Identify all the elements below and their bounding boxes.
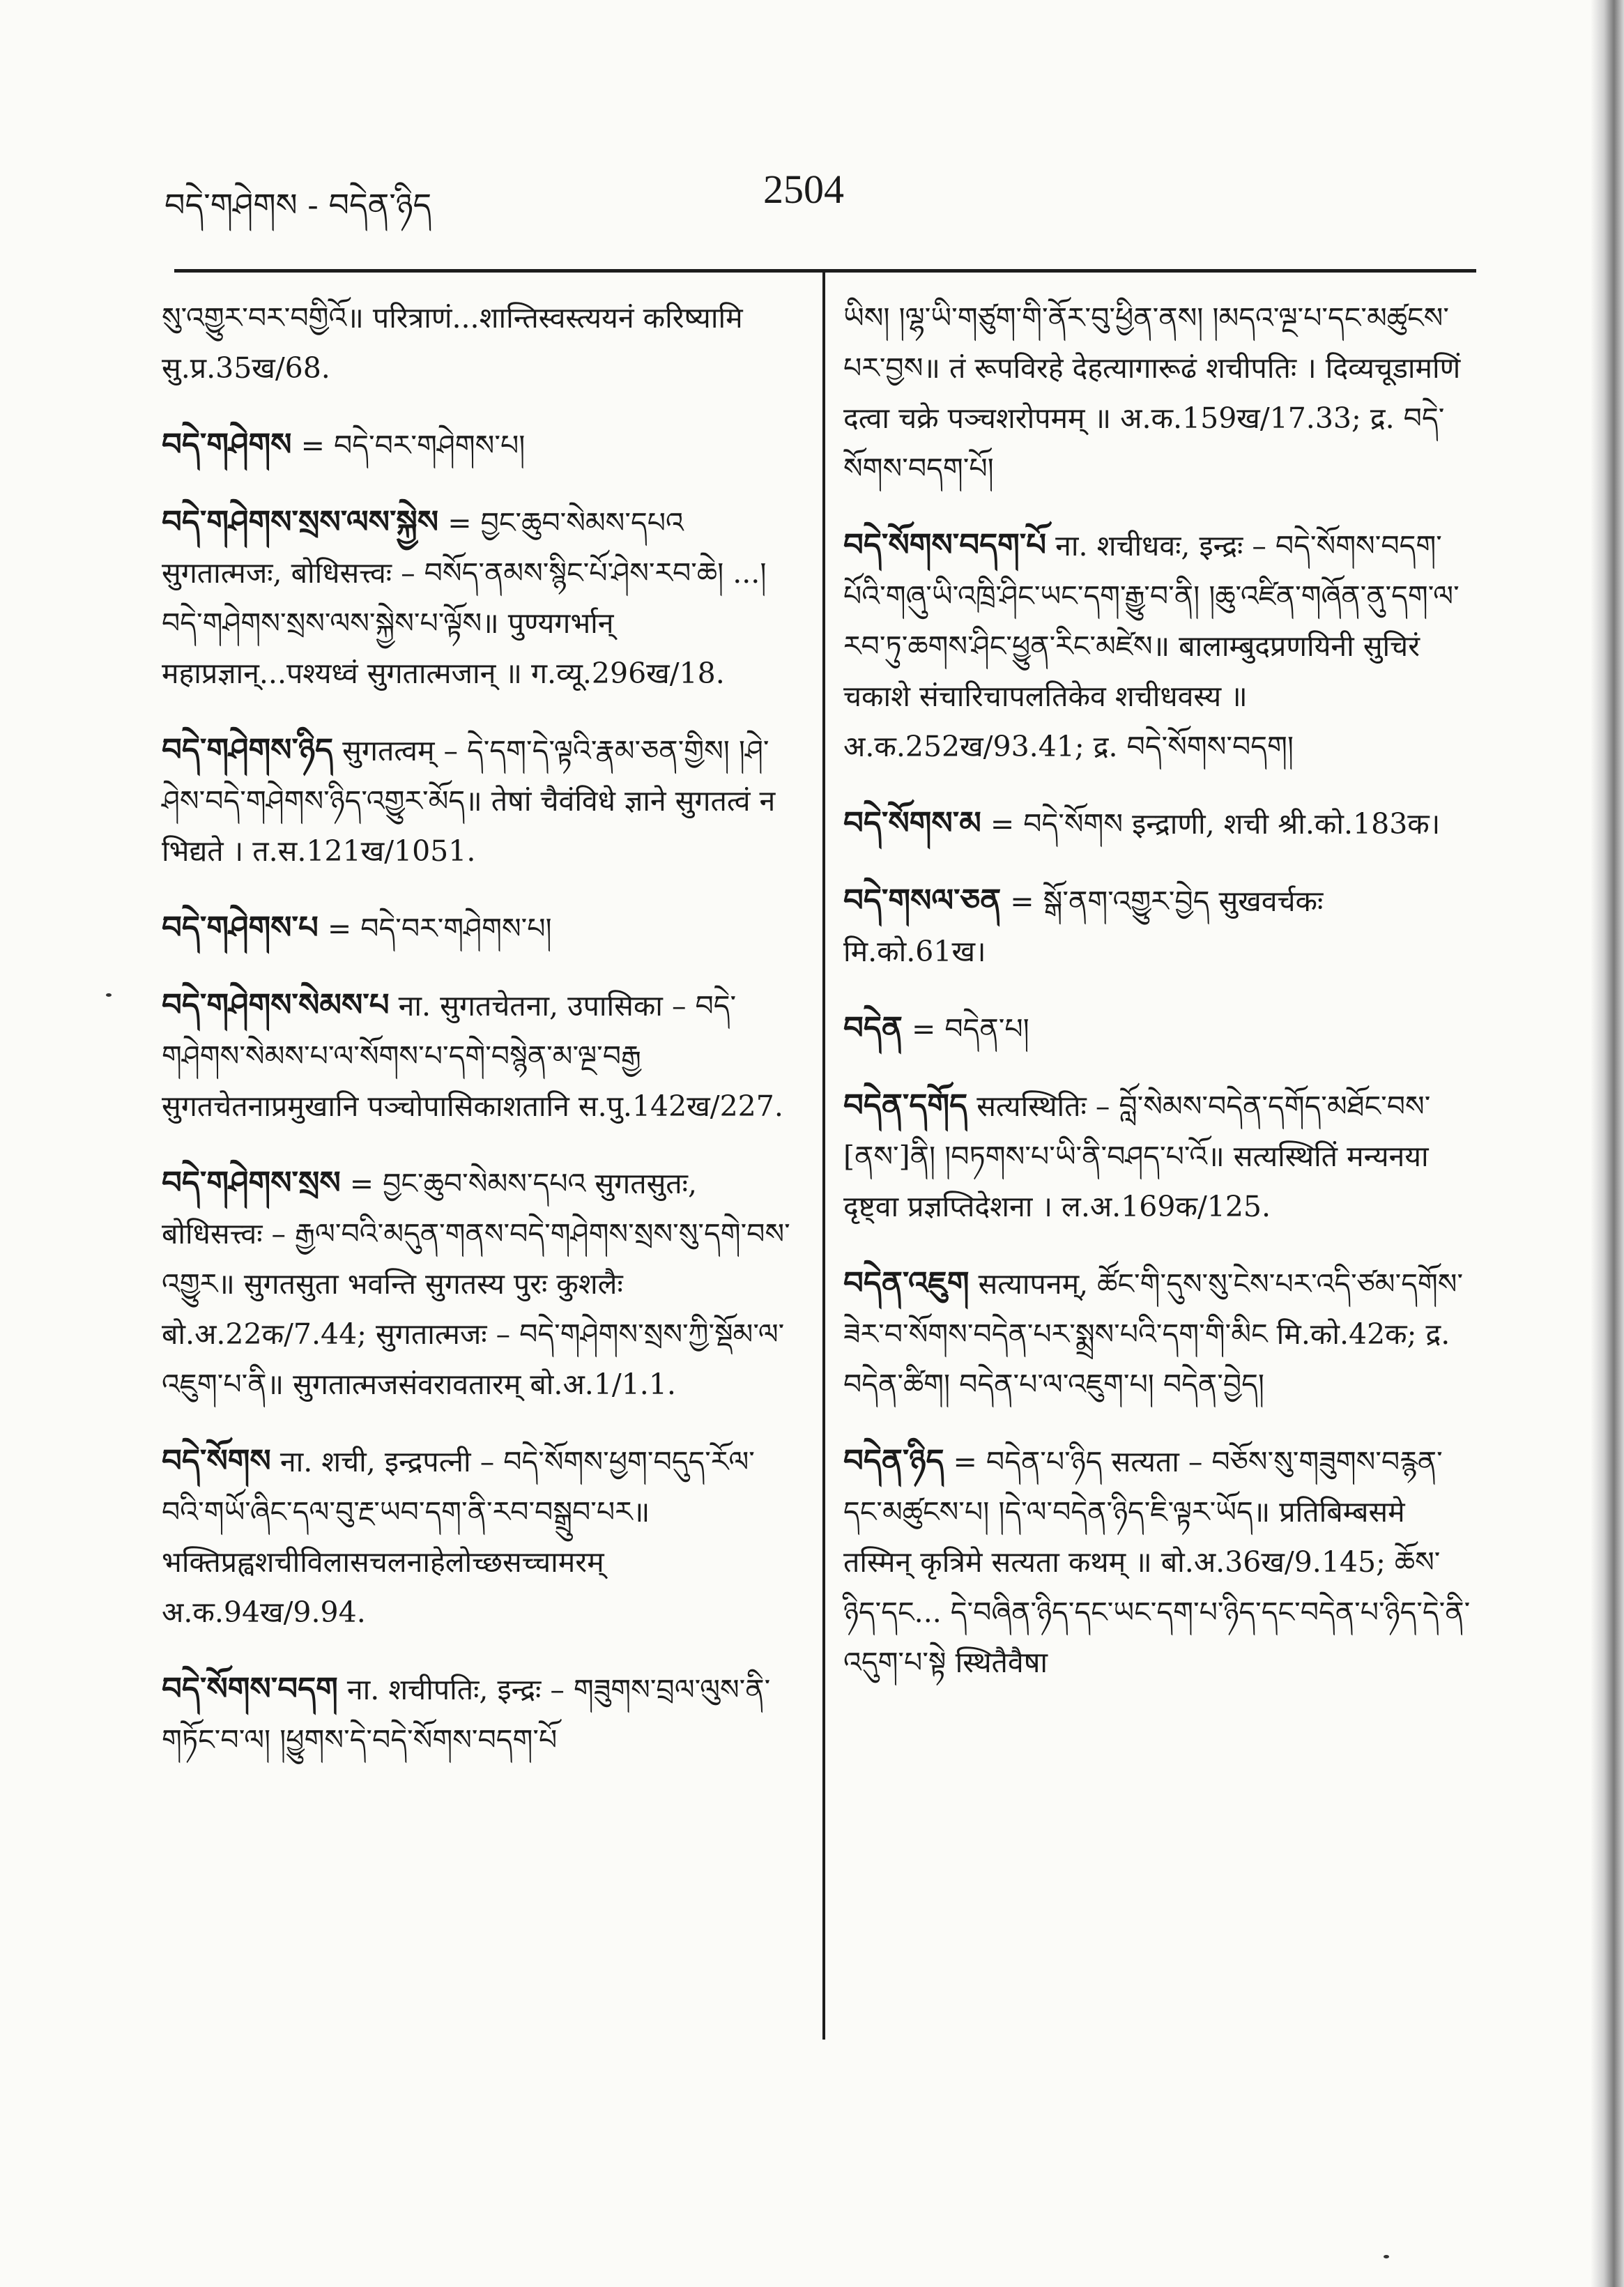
entry-headword: བདེ་གཤེགས་ཉིད [162,731,334,768]
header-rule [174,269,1476,273]
dictionary-entry [843,798,1471,849]
dictionary-entry [843,520,1471,772]
entry-text: = བདེ་སོགས इन्द्राणी, शची श्री.को.183क। [981,807,1441,841]
column-divider [822,269,825,2040]
page-number: 2504 [763,167,844,212]
entry-headword: བདེ་གཤེགས་སེམས་པ [162,986,390,1023]
entry-text: ना. सुगतचेतना, उपासिका – བདེ་གཤེགས་སེམས་པ་ལ་སོགས་པ་དགེ་བསྙེན་མ་ལྔ་བརྒྱ सुगतचेतनाप्रमुखानि पञ्चोपासिकाशतानि स.पु.142ख/227. [162,989,783,1123]
dictionary-entry [843,875,1471,977]
entry-headword: བདེ་སོགས [162,1442,271,1479]
dictionary-entry [162,1436,792,1637]
entry-text: ना. शचीधवः, इन्द्रः – བདེ་སོགས་བདག་པོའི་གཞུ་ཡི་འཁྲི་ཤིང་ཡང་དག་རྒྱུ་བ་ནི། །ཆུ་འཛིན་གཞོན་ནུ་དག་ལ་རབ་ཏུ་ཆགས་ཤིང་ཕྱུན་རིང་མཛེས॥ बालाम्बुदप्रणयिनी सुचिरं चकाशे संचारिचापलतिकेव शचीधवस्य ॥ अ.क.252ख/93.41; द्र. བདེ་སོགས་བདག། [843,529,1460,763]
entry-headword: བདེ་གཤེགས་པ [162,909,319,946]
entry-text: ना. शचीपतिः, इन्द्रः – གཟུགས་བྲལ་ལུས་ནི་གཏོང་བ་ལ། །ཕྱུགས་དེ་བདེ་སོགས་བདག་པོ [162,1673,771,1757]
entry-headword: བདེན་འཇུག [843,1264,970,1301]
entry-text: སུ་འགྱུར་བར་བགྱིའོ॥ परित्राणं...शान्तिस्वस्त्ययनं करिष्यामि सु.प्र.35ख/68. [162,301,743,385]
entry-headword: བདེ་གཤེགས་སྲས་ལས་སྐྱེས [162,503,439,540]
entry-headword: བདེན་ཉིད [843,1442,944,1479]
dictionary-entry [843,293,1471,494]
entry-headword: བདེན་དགོད [843,1087,968,1124]
entry-headword: བདེ་གཤེགས [162,426,292,463]
dictionary-entry [843,1436,1471,1688]
running-head: བདེ་གཤེགས - བདེན་ཉིད [164,186,432,224]
entry-text: = བྱང་ཆུབ་སེམས་དཔའ सुगतसुतः, बोधिसत्त्वः – རྒྱལ་བའི་མདུན་གནས་བདེ་གཤེགས་སྲས་སུ་དགེ་བས་འགྱུར॥ सुगतसुता भवन्ति सुगतस्य पुरः कुशलैः बो.अ.22क/7.44; सुगतात्मजः – བདེ་གཤེགས་སྲས་ཀྱི་སྡོམ་ལ་འཇུག་པ་ནི॥ सुगतात्मजसंवरावतारम् बो.अ.1/1.1. [162,1167,790,1401]
entry-text: = བདེ་བར་གཤེགས་པ། [318,912,552,945]
left-column [162,293,792,1791]
dictionary-entry [162,1158,792,1409]
dictionary-entry [162,293,792,393]
entry-text: सत्यस्थितिः – བློ་སེམས་བདེན་དགོད་མཐོང་བས་[ནས་]ནི། །བཏགས་པ་ཡི་ནི་བཤད་པ་འོ॥ सत्यस्थितिं मन्यनया दृष्ट्वा प्रज्ञप्तिदेशना । ल.अ.169क/125. [843,1089,1431,1223]
entry-headword: བདེ་སོགས་མ [843,804,981,841]
dictionary-entry [162,903,792,954]
entry-text: ना. शची, इन्द्रपत्नी – བདེ་སོགས་ཕྱག་བདུད་རོལ་བའི་གཡོ་ཞིང་དལ་བུ་རྔ་ཡབ་དག་ནི་རབ་བསྒྲུབ་པར॥ भक्तिप्रह्वशचीविलासचलनाहेलोच्छसच्चामरम् अ.क.94ख/9.94. [162,1445,755,1629]
entry-text: = བདེ་བར་གཤེགས་པ། [291,429,526,462]
dictionary-entry [843,1258,1471,1409]
entry-headword: བདེ་སོགས་བདག [162,1670,338,1707]
dictionary-entry [843,1080,1471,1232]
dictionary-entry [162,725,792,876]
entry-text: = སྒོ་ནག་འགྱུར་བྱེད सुखवर्चकः मि.को.61ख। [843,885,1324,968]
dictionary-entry [843,1003,1471,1054]
entry-headword: བདེ་གསལ་ཅན [843,882,1002,919]
entry-headword: བདེ་གཤེགས་སྲས [162,1164,341,1201]
entry-headword: བདེ་སོགས་བདག་པོ [843,526,1047,563]
entry-text: = བདེན་པ། [902,1012,1029,1046]
scan-speck [1384,2255,1389,2258]
dictionary-entry [162,980,792,1131]
entry-text: = བྱང་ཆུབ་སེམས་དཔའ सुगतात्मजः, बोधिसत्त्वः – བསོད་ནམས་སྙིང་པོ་ཤེས་རབ་ཆེ། ...།བདེ་གཤེགས་སྲས་ལས་སྐྱེས་པ་ལྟོས॥ पुण्यगर्भान् महाप्रज्ञान्...पश्यध्वं सुगतात्मजान् ॥ ग.व्यू.296ख/18. [162,506,767,690]
entry-text: सुगतत्वम् – དེ་དག་དེ་ལྟའི་རྣམ་ཅན་གྱིས། །ཤེ་ཤེས་བདེ་གཤེགས་ཉིད་འགྱུར་མོད॥ तेषां चैवंविधे ज्ञाने सुगतत्वं न भिद्यते । त.स.121ख/1051. [162,734,776,868]
entry-text: ཡིས། །ལྷ་ཡི་གཙུག་གི་ནོར་བུ་ཕྱིན་ནས། །མདའ་ལྔ་པ་དང་མཚུངས་པར་བྱས॥ तं रूपविरहे देहत्यागारूढं शचीपतिः । दिव्यचूडामणिं दत्वा चक्रे पञ्चशरोपमम् ॥ अ.क.159ख/17.33; द्र. བདེ་སོགས་བདག་པོ། [843,301,1461,485]
entry-headword: བདེན [843,1009,903,1046]
scan-speck [106,993,112,997]
page-header [164,166,1443,229]
dictionary-entry [162,420,792,471]
dictionary-entry [162,497,792,698]
page-edge-shadow [1591,0,1624,2287]
entry-text: = བདེན་པ་ཉིད सत्यता – བཅོས་སུ་གཟུགས་བརྙན་དང་མཚུངས་པ། །དེ་ལ་བདེན་ཉིད་ཇི་ལྟར་ཡོད॥ प्रतिबिम्बसमे तस्मिन् कृत्रिमे सत्यता कथम् ॥ बो.अ.36ख/9.145; ཆོས་ཉིད་དང... དེ་བཞིན་ཉིད་དང་ཡང་དག་པ་ཉིད་དང་བདེན་པ་ཉིད་དེ་ནི་འདུག་པ་སྟེ स्थितैवैषा [843,1445,1471,1679]
right-column [843,293,1471,1714]
entry-text: सत्यापनम्, ཚོང་གི་དུས་སུ་ངེས་པར་འདི་ཙམ་དགོས་ཟེར་བ་སོགས་བདེན་པར་སྨྲས་པའི་དག་གི་མིང मि.को.42क; द्र. བདེན་ཚིག། བདེན་པ་ལ་འཇུག་པ། བདེན་བྱེད། [843,1267,1464,1401]
dictionary-entry [162,1664,792,1765]
